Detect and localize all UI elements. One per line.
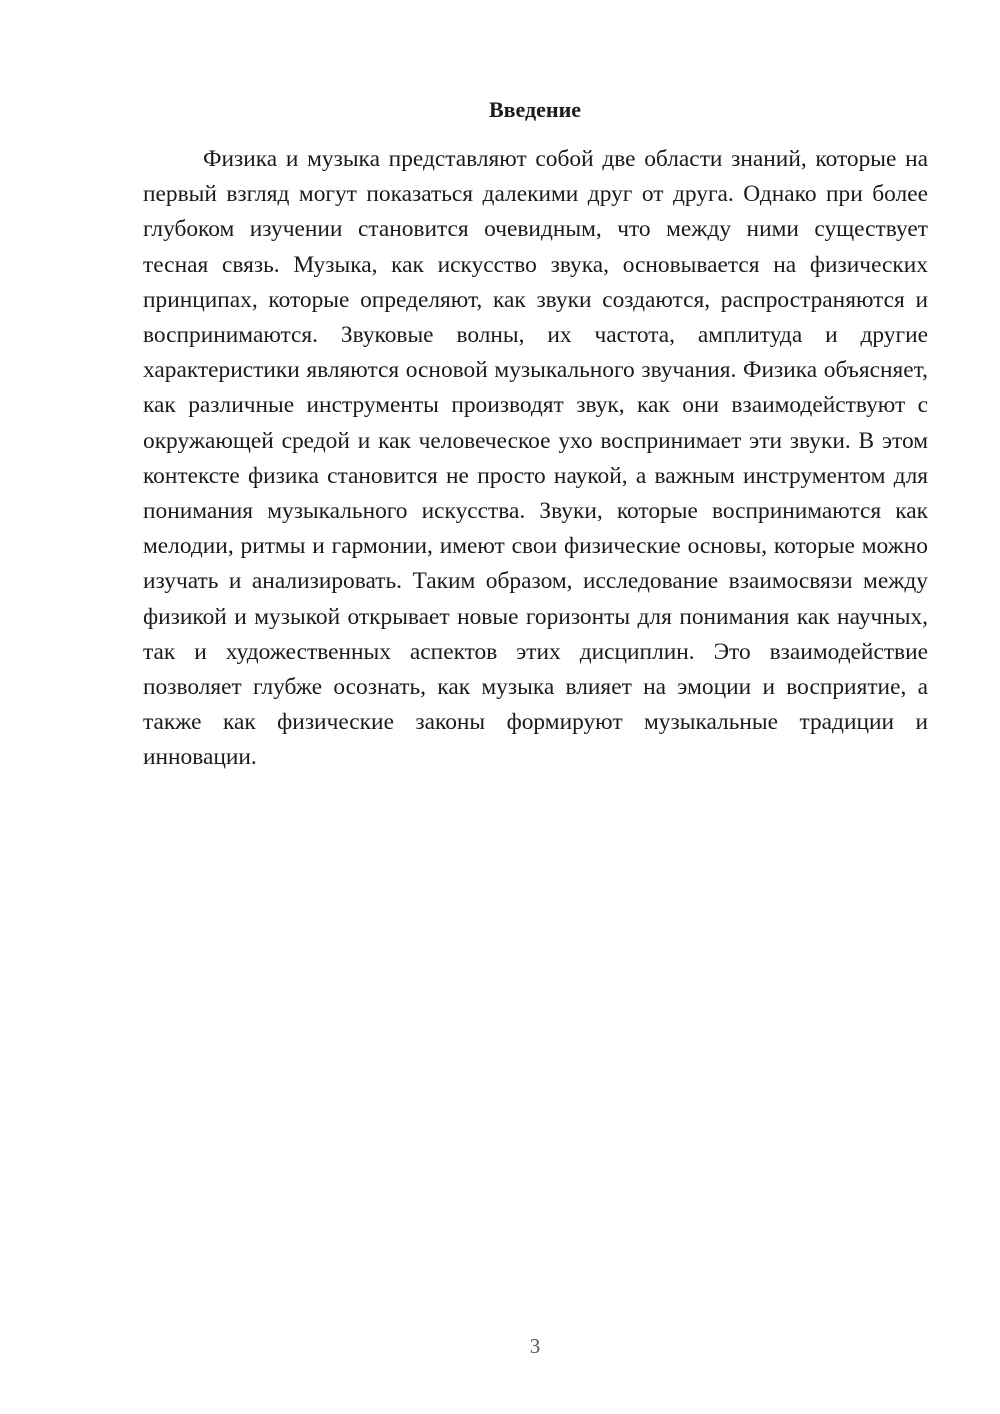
page-number: 3 [529,1334,541,1358]
section-heading: Введение [488,97,582,122]
body-paragraph: Физика и музыка представляют собой две области знаний, которые на первый взгляд могут показаться далекими друг от друга. Однако при более глубоком изучении становится очевидным, что между ними существует тесная связь. Музыка, как искусство звука, основывается на физических принципах, которые определяют, как звуки создаются, распространяются и воспринимаются. Звуковые волны, их частота, амплитуда и другие характеристики являются основой музыкального звучания. Физика объясняет, как различные инструменты производят звук, как они взаимодействуют с окружающей средой и как человеческое ухо воспринимает эти звуки. В этом контексте физика становится не просто наукой, а важным инструментом для понимания музыкального искусства. Звуки, которые воспринимаются как мелодии, ритмы и гармонии, имеют свои физические основы, которые можно изучать и анализировать. Таким образом, исследование взаимосвязи между физикой и музыкой открывает новые горизонты для понимания как научных, так и художественных аспектов этих дисциплин. Это взаимодействие позволяет глубже осознать, как музыка влияет на эмоции и восприятие, а также как физические законы формируют музыкальные традиции и инновации. [143,146,928,771]
